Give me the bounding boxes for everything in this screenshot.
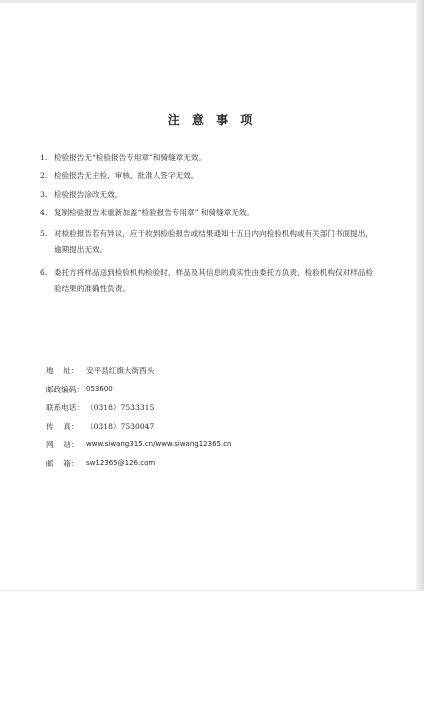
postcode-row xyxy=(46,384,232,395)
note-number: 6. xyxy=(40,267,48,277)
page-title: 注 意 事 项 xyxy=(167,113,257,127)
note-text: 检验报告涂改无效。 xyxy=(54,189,123,199)
website-row xyxy=(46,439,232,450)
phone-row xyxy=(46,402,232,413)
website-value: www.siwang315.cn/www.siwang12365.cn xyxy=(86,440,232,449)
website-label: 网 站： xyxy=(46,440,79,450)
note-number: 2. xyxy=(40,171,48,181)
note-item xyxy=(40,189,380,200)
phone-value: （0318）7533315 xyxy=(86,403,155,413)
note-item xyxy=(40,226,380,258)
phone-label: 联系电话： xyxy=(46,403,84,413)
email-value: sw12365@126.com xyxy=(86,458,156,467)
note-number: 5. xyxy=(40,228,48,238)
blank-margin xyxy=(0,590,424,701)
note-item xyxy=(40,207,380,218)
fax-value: （0318）7530047 xyxy=(86,421,155,431)
postcode-label: 邮政编码： xyxy=(46,384,84,394)
note-text: 委托方将样品送到检验机构检验时，样品及其信息的真实性由委托方负责，检验机构仅对样品检验结果的准确性负责。 xyxy=(54,267,373,293)
note-text: 检验报告无主检、审核、批准人签字无效。 xyxy=(54,171,199,181)
email-label: 邮 箱： xyxy=(46,458,79,468)
note-text: 复制检验报告未重新加盖“检验报告专用章” 和骑缝章无效。 xyxy=(54,208,255,218)
contact-info xyxy=(46,365,232,477)
address-value: 安平县红旗大街西头 xyxy=(86,366,155,375)
note-text: 检验报告无“检验报告专用章”和骑缝章无效。 xyxy=(54,153,207,162)
email-row xyxy=(46,458,232,469)
note-number: 1. xyxy=(40,153,48,162)
fax-label: 传 真： xyxy=(46,421,79,431)
note-item xyxy=(40,265,380,297)
note-item xyxy=(40,152,380,163)
postcode-value: 053600 xyxy=(86,384,113,393)
notes-list xyxy=(40,152,380,304)
fax-row xyxy=(46,421,232,432)
note-number: 4. xyxy=(40,208,48,218)
note-text: 对检验报告若有异议，应于收到检验报告或结果通知十五日内向检验机构或有关部门书面提出，逾期提出无效。 xyxy=(54,228,373,254)
address-label: 地 址： xyxy=(46,366,79,375)
note-item xyxy=(40,170,380,181)
address-row xyxy=(46,365,232,376)
note-number: 3. xyxy=(40,189,48,199)
